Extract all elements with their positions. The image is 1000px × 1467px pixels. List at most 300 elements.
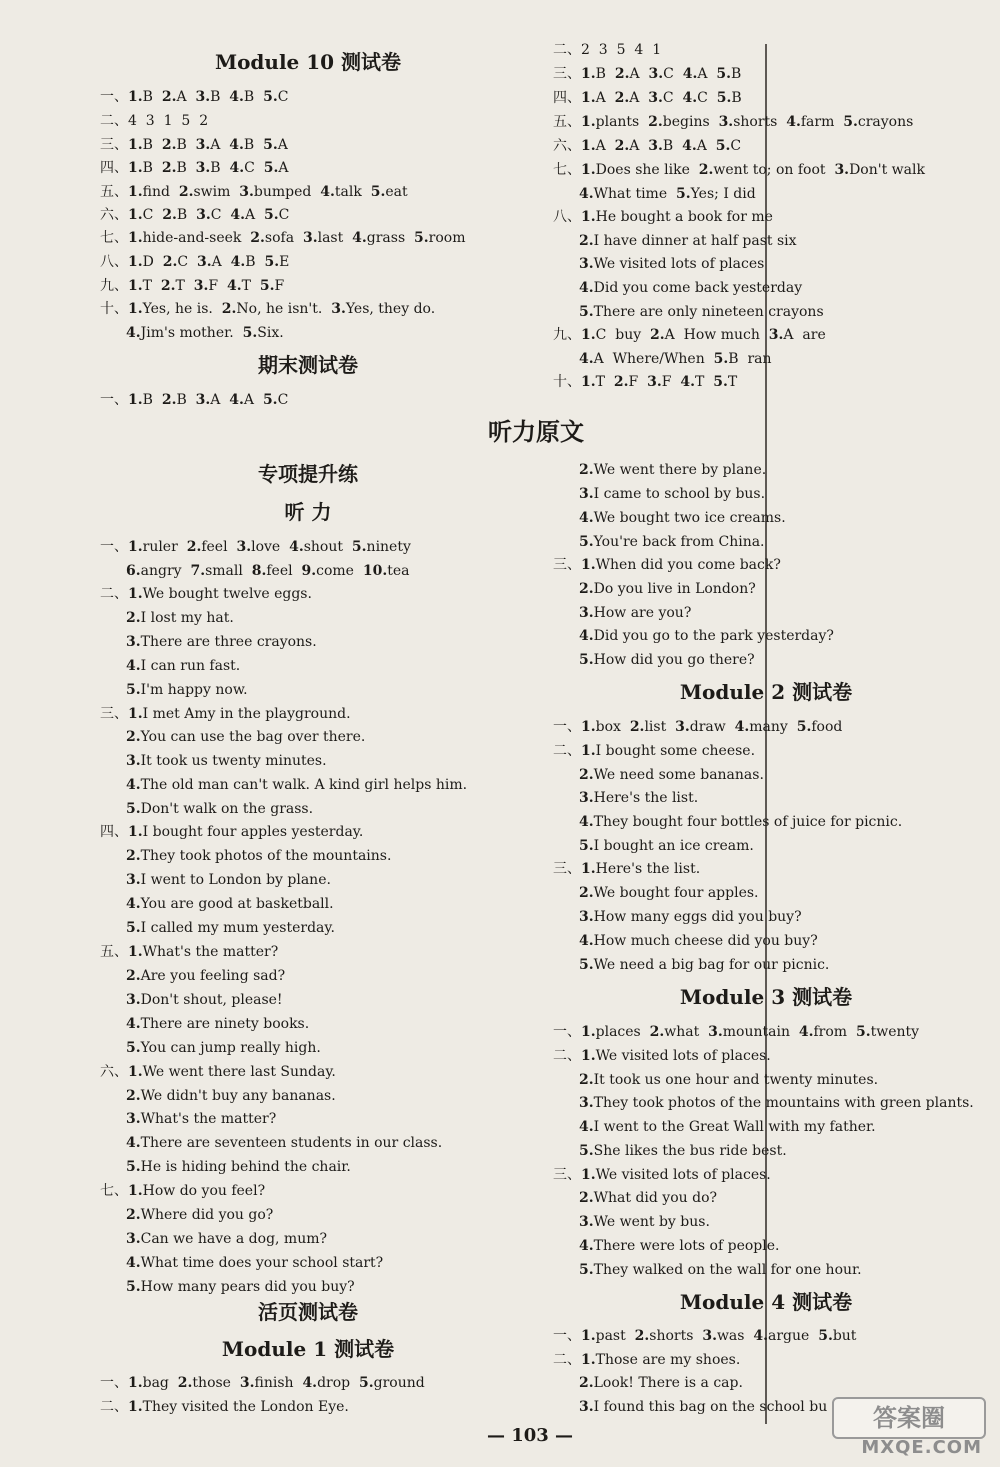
answer-line bbox=[126, 728, 365, 746]
item-number: 3. bbox=[126, 1111, 141, 1127]
answer-line bbox=[126, 895, 334, 913]
item-number: 1. bbox=[128, 278, 143, 294]
answer-line bbox=[553, 1351, 740, 1369]
answer-line bbox=[579, 303, 824, 321]
answer-text: How are you? bbox=[593, 605, 692, 621]
answer-line bbox=[100, 112, 208, 130]
answer-text: A How much bbox=[664, 327, 769, 343]
answer-line bbox=[126, 847, 391, 865]
answer-text: I bought an ice cream. bbox=[593, 838, 754, 854]
item-number: 2. bbox=[126, 848, 141, 864]
item-number: 3. bbox=[702, 1328, 717, 1344]
answer-text: What's the matter? bbox=[140, 1111, 277, 1127]
answer-text: E bbox=[279, 254, 290, 270]
answer-text: 六、 bbox=[553, 138, 581, 154]
item-number: 4. bbox=[126, 1255, 141, 1271]
item-number: 3. bbox=[768, 327, 784, 343]
item-number: 1. bbox=[581, 138, 596, 154]
answer-line bbox=[126, 967, 285, 985]
answer-line bbox=[126, 1110, 276, 1128]
item-number: 2. bbox=[178, 184, 194, 200]
item-number: 2. bbox=[126, 1207, 141, 1223]
answer-text: Are you feeling sad? bbox=[140, 968, 286, 984]
answer-text: 八、 bbox=[100, 254, 128, 270]
answer-line bbox=[100, 88, 288, 106]
item-number: 2. bbox=[634, 1328, 650, 1344]
item-number: 2. bbox=[186, 539, 202, 555]
answer-text: shorts bbox=[649, 1328, 703, 1344]
answer-text: B bbox=[176, 392, 196, 408]
answer-line bbox=[100, 1398, 349, 1416]
item-number: 2. bbox=[614, 90, 630, 106]
answer-line bbox=[579, 837, 754, 855]
answer-line bbox=[579, 350, 772, 368]
answer-text: 四、 bbox=[100, 160, 128, 176]
section-heading: 活页测试卷 bbox=[258, 1300, 358, 1324]
answer-line bbox=[126, 776, 467, 794]
answer-text: 四、 bbox=[553, 90, 581, 106]
answer-text: I found this bag on the school bu bbox=[593, 1399, 828, 1415]
answer-text: How many pears did you buy? bbox=[140, 1279, 355, 1295]
item-number: 5. bbox=[713, 374, 728, 390]
item-number: 4. bbox=[320, 184, 335, 200]
item-number: 1. bbox=[581, 327, 596, 343]
answer-line bbox=[579, 627, 834, 645]
answer-text: B bbox=[210, 89, 230, 105]
answer-text: The old man can't walk. A kind girl helps him. bbox=[140, 777, 468, 793]
answer-text: past bbox=[595, 1328, 635, 1344]
answer-line bbox=[553, 89, 742, 107]
answer-text: How did you go there? bbox=[593, 652, 755, 668]
item-number: 5. bbox=[126, 1159, 141, 1175]
answer-line bbox=[126, 1087, 336, 1105]
item-number: 1. bbox=[581, 374, 596, 390]
answer-text: I went to the Great Wall with my father. bbox=[593, 1119, 876, 1135]
item-number: 5. bbox=[716, 90, 732, 106]
section-heading: 听 力 bbox=[284, 500, 332, 524]
answer-text: grass bbox=[366, 230, 415, 246]
answer-text: B bbox=[142, 160, 162, 176]
item-number: 3. bbox=[647, 374, 662, 390]
answer-text: C bbox=[662, 90, 683, 106]
answer-text: 一、 bbox=[100, 1375, 128, 1391]
answer-line bbox=[100, 1063, 336, 1081]
item-number: 3. bbox=[579, 790, 594, 806]
answer-line bbox=[553, 718, 842, 736]
answer-text: We didn't buy any bananas. bbox=[140, 1088, 336, 1104]
answer-line bbox=[579, 932, 818, 950]
answer-text: T bbox=[175, 278, 194, 294]
answer-text: A bbox=[243, 392, 263, 408]
answer-text: B bbox=[176, 160, 196, 176]
item-number: 1. bbox=[128, 1064, 143, 1080]
answer-text: I met Amy in the playground. bbox=[142, 706, 351, 722]
answer-text: Don't walk bbox=[849, 162, 925, 178]
answer-text: 七、 bbox=[553, 162, 581, 178]
item-number: 3. bbox=[834, 162, 850, 178]
item-number: 3. bbox=[579, 1095, 594, 1111]
answer-text: B bbox=[210, 160, 230, 176]
item-number: 3. bbox=[579, 486, 594, 502]
answer-line bbox=[126, 1015, 309, 1033]
item-number: 7. bbox=[190, 563, 206, 579]
answer-text: A bbox=[595, 138, 615, 154]
answer-line bbox=[579, 1189, 717, 1207]
answer-text: 十、 bbox=[100, 301, 128, 317]
item-number: 3. bbox=[126, 634, 141, 650]
item-number: 5. bbox=[579, 304, 594, 320]
answer-text: T bbox=[727, 374, 738, 390]
answer-text: B bbox=[243, 137, 264, 153]
item-number: 3. bbox=[126, 872, 141, 888]
item-number: 3. bbox=[302, 230, 318, 246]
item-number: 3. bbox=[579, 1399, 594, 1415]
answer-text: What's the matter? bbox=[142, 944, 279, 960]
answer-text: There are only nineteen crayons bbox=[593, 304, 824, 320]
answer-text: We visited lots of places bbox=[593, 256, 765, 272]
answer-text: B bbox=[243, 89, 264, 105]
item-number: 2. bbox=[579, 233, 594, 249]
answer-line bbox=[126, 609, 234, 627]
item-number: 4. bbox=[579, 628, 594, 644]
answer-text: Here's the list. bbox=[595, 861, 701, 877]
answer-text: 二、2 3 5 4 1 bbox=[553, 42, 662, 58]
item-number: 4. bbox=[579, 280, 594, 296]
item-number: 3. bbox=[195, 137, 211, 153]
item-number: 5. bbox=[715, 138, 731, 154]
item-number: 2. bbox=[161, 89, 177, 105]
answer-text: D bbox=[142, 254, 163, 270]
answer-text: Can we have a dog, mum? bbox=[140, 1231, 327, 1247]
answer-line bbox=[579, 789, 698, 807]
answer-text: You're back from China. bbox=[593, 534, 765, 550]
item-number: 3. bbox=[648, 90, 663, 106]
answer-text: We visited lots of places. bbox=[595, 1167, 771, 1183]
answer-text: B bbox=[142, 89, 162, 105]
answer-text: crayons bbox=[857, 114, 914, 130]
answer-text: ruler bbox=[142, 539, 187, 555]
item-number: 4. bbox=[682, 66, 698, 82]
answer-text: food bbox=[811, 719, 843, 735]
item-number: 5. bbox=[126, 1279, 141, 1295]
item-number: 5. bbox=[126, 682, 141, 698]
answer-line bbox=[100, 229, 466, 247]
item-number: 2. bbox=[579, 462, 594, 478]
answer-text: They took photos of the mountains with green plants. bbox=[593, 1095, 974, 1111]
item-number: 3. bbox=[236, 539, 252, 555]
answer-line bbox=[100, 705, 351, 723]
item-number: 4. bbox=[126, 777, 141, 793]
item-number: 1. bbox=[128, 301, 143, 317]
item-number: 1. bbox=[581, 90, 596, 106]
item-number: 1. bbox=[128, 89, 143, 105]
item-number: 6. bbox=[126, 563, 141, 579]
answer-text: 一、 bbox=[553, 1024, 581, 1040]
item-number: 1. bbox=[128, 137, 143, 153]
item-number: 1. bbox=[581, 1048, 596, 1064]
item-number: 1. bbox=[128, 230, 143, 246]
answer-line bbox=[579, 185, 756, 203]
answer-line bbox=[126, 633, 317, 651]
answer-line bbox=[579, 1237, 779, 1255]
answer-text: B bbox=[731, 90, 742, 106]
answer-text: 一、 bbox=[100, 392, 128, 408]
item-number: 2. bbox=[250, 230, 265, 246]
answer-line bbox=[553, 326, 826, 344]
answer-text: was bbox=[716, 1328, 754, 1344]
item-number: 2. bbox=[613, 374, 629, 390]
answer-text: A bbox=[629, 90, 649, 106]
item-number: 1. bbox=[581, 557, 596, 573]
answer-line bbox=[100, 159, 288, 177]
answer-text: Six. bbox=[257, 325, 284, 341]
answer-text: B bbox=[730, 66, 742, 82]
answer-text: C bbox=[277, 392, 289, 408]
item-number: 3. bbox=[239, 184, 254, 200]
item-number: 2. bbox=[126, 729, 141, 745]
answer-text: 二、4 3 1 5 2 bbox=[100, 113, 209, 129]
answer-text: T bbox=[241, 278, 260, 294]
item-number: 2. bbox=[579, 1375, 594, 1391]
answer-text: We bought four apples. bbox=[593, 885, 759, 901]
item-number: 5. bbox=[579, 1262, 594, 1278]
item-number: 4. bbox=[126, 1016, 141, 1032]
answer-text: shorts bbox=[733, 114, 787, 130]
answer-line bbox=[553, 41, 661, 59]
answer-text: A bbox=[595, 90, 615, 106]
answer-text: Yes, he is. bbox=[142, 301, 222, 317]
item-number: 4. bbox=[126, 896, 141, 912]
answer-line bbox=[553, 860, 700, 878]
item-number: 2. bbox=[649, 1024, 665, 1040]
answer-line bbox=[126, 871, 331, 889]
item-number: 3. bbox=[239, 1375, 255, 1391]
answer-text: A bbox=[278, 160, 289, 176]
answer-line bbox=[100, 1182, 265, 1200]
answer-line bbox=[579, 908, 802, 926]
answer-line bbox=[579, 1398, 827, 1416]
answer-text: went to; on foot bbox=[713, 162, 835, 178]
answer-text: We went there by plane. bbox=[593, 462, 767, 478]
answer-text: 三、 bbox=[553, 66, 581, 82]
answer-text: what bbox=[664, 1024, 709, 1040]
answer-text: T bbox=[595, 374, 614, 390]
answer-line bbox=[553, 113, 913, 131]
answer-text: ground bbox=[373, 1375, 425, 1391]
item-number: 1. bbox=[128, 160, 143, 176]
section-heading: Module 2 测试卷 bbox=[679, 680, 853, 704]
answer-text: B bbox=[595, 66, 615, 82]
answer-line bbox=[126, 919, 335, 937]
answer-text: F bbox=[274, 278, 285, 294]
answer-line bbox=[579, 1374, 743, 1392]
answer-line bbox=[100, 253, 289, 271]
answer-line bbox=[126, 1039, 321, 1057]
answer-line bbox=[100, 1374, 425, 1392]
answer-text: 七、 bbox=[100, 1183, 128, 1199]
answer-text: 二、 bbox=[553, 1048, 581, 1064]
answer-text: C bbox=[177, 254, 197, 270]
answer-line bbox=[126, 1158, 351, 1176]
answer-line bbox=[126, 681, 248, 699]
answer-line bbox=[126, 1230, 327, 1248]
answer-line bbox=[553, 556, 781, 574]
item-number: 4. bbox=[229, 137, 244, 153]
item-number: 3. bbox=[331, 301, 346, 317]
watermark-logo: 答案圈 bbox=[832, 1397, 986, 1439]
answer-text: 三、 bbox=[100, 137, 128, 153]
answer-text: A bbox=[176, 89, 196, 105]
answer-text: C bbox=[697, 90, 717, 106]
item-number: 4. bbox=[230, 254, 246, 270]
item-number: 5. bbox=[579, 838, 594, 854]
item-number: 4. bbox=[579, 351, 594, 367]
item-number: 1. bbox=[581, 114, 596, 130]
answer-text: He is hiding behind the chair. bbox=[140, 1159, 351, 1175]
answer-line bbox=[579, 956, 829, 974]
answer-line bbox=[579, 509, 786, 527]
answer-line bbox=[579, 766, 764, 784]
answer-text: last bbox=[317, 230, 353, 246]
answer-text: I have dinner at half past six bbox=[593, 233, 797, 249]
item-number: 2. bbox=[579, 885, 594, 901]
section-heading: 听力原文 bbox=[488, 417, 584, 446]
item-number: 5. bbox=[716, 66, 731, 82]
answer-text: shout bbox=[303, 539, 352, 555]
item-number: 5. bbox=[579, 652, 594, 668]
answer-text: argue bbox=[768, 1328, 819, 1344]
answer-line bbox=[100, 823, 363, 841]
answer-text: tea bbox=[387, 563, 410, 579]
item-number: 5. bbox=[263, 207, 279, 223]
answer-text: 四、 bbox=[100, 824, 128, 840]
answer-text: plants bbox=[595, 114, 649, 130]
item-number: 5. bbox=[796, 719, 812, 735]
item-number: 4. bbox=[682, 90, 698, 106]
answer-text: When did you come back? bbox=[595, 557, 781, 573]
answer-line bbox=[100, 585, 312, 603]
answer-text: They took photos of the mountains. bbox=[140, 848, 392, 864]
item-number: 4. bbox=[352, 230, 367, 246]
answer-text: Here's the list. bbox=[593, 790, 699, 806]
answer-text: F bbox=[628, 374, 648, 390]
item-number: 9. bbox=[301, 563, 317, 579]
item-number: 3. bbox=[126, 992, 141, 1008]
item-number: 4. bbox=[229, 89, 244, 105]
item-number: 1. bbox=[128, 824, 143, 840]
answer-text: B bbox=[662, 138, 683, 154]
answer-text: There were lots of people. bbox=[593, 1238, 780, 1254]
item-number: 5. bbox=[126, 920, 141, 936]
answer-text: B ran bbox=[728, 351, 772, 367]
item-number: 2. bbox=[160, 278, 176, 294]
answer-text: 九、 bbox=[553, 327, 581, 343]
item-number: 3. bbox=[197, 254, 212, 270]
item-number: 4. bbox=[229, 160, 245, 176]
answer-text: but bbox=[832, 1328, 857, 1344]
answer-text: from bbox=[813, 1024, 856, 1040]
answer-text: She likes the bus ride best. bbox=[593, 1143, 787, 1159]
item-number: 4. bbox=[753, 1328, 768, 1344]
section-heading: Module 3 测试卷 bbox=[679, 985, 853, 1009]
item-number: 3. bbox=[193, 278, 209, 294]
answer-text: Did you go to the park yesterday? bbox=[593, 628, 834, 644]
answer-line bbox=[126, 752, 327, 770]
answer-text: 三、 bbox=[553, 1167, 581, 1183]
answer-line bbox=[579, 1261, 862, 1279]
answer-text: How do you feel? bbox=[142, 1183, 266, 1199]
item-number: 1. bbox=[581, 209, 596, 225]
answer-text: B bbox=[142, 137, 162, 153]
answer-text: A Where/When bbox=[593, 351, 714, 367]
answer-text: Yes, they do. bbox=[345, 301, 436, 317]
answer-text: Where did you go? bbox=[140, 1207, 274, 1223]
item-number: 3. bbox=[708, 1024, 723, 1040]
item-number: 4. bbox=[579, 510, 594, 526]
watermark bbox=[826, 1397, 986, 1457]
answer-line bbox=[126, 1206, 273, 1224]
item-number: 1. bbox=[128, 1375, 143, 1391]
answer-text: A bbox=[697, 66, 717, 82]
answer-text: 一、 bbox=[100, 539, 128, 555]
answer-text: They walked on the wall for one hour. bbox=[593, 1262, 862, 1278]
answer-line bbox=[126, 991, 283, 1009]
answer-text: There are ninety books. bbox=[140, 1016, 310, 1032]
answer-text: box bbox=[595, 719, 630, 735]
answer-text: Did you come back yesterday bbox=[593, 280, 803, 296]
answer-line bbox=[579, 580, 756, 598]
answer-text: It took us twenty minutes. bbox=[140, 753, 327, 769]
answer-text: I came to school by bus. bbox=[593, 486, 766, 502]
answer-text: 一、 bbox=[100, 89, 128, 105]
answer-line bbox=[579, 1094, 974, 1112]
item-number: 2. bbox=[648, 114, 663, 130]
item-number: 2. bbox=[161, 160, 177, 176]
item-number: 2. bbox=[579, 581, 594, 597]
item-number: 1. bbox=[581, 66, 596, 82]
answer-line bbox=[579, 813, 902, 831]
item-number: 2. bbox=[579, 1072, 594, 1088]
answer-text: C bbox=[278, 207, 290, 223]
answer-text: How many eggs did you buy? bbox=[593, 909, 802, 925]
watermark-url: MXQE.COM bbox=[861, 1437, 982, 1458]
answer-text: C bbox=[277, 89, 289, 105]
answer-text: What time bbox=[593, 186, 677, 202]
answer-text: He bought a book for me bbox=[595, 209, 773, 225]
answer-text: You can jump really high. bbox=[140, 1040, 321, 1056]
item-number: 4. bbox=[579, 1119, 594, 1135]
answer-text: I can run fast. bbox=[140, 658, 241, 674]
answer-text: places bbox=[595, 1024, 650, 1040]
item-number: 5. bbox=[262, 392, 278, 408]
answer-line bbox=[553, 1327, 856, 1345]
answer-text: A are bbox=[783, 327, 826, 343]
item-number: 4. bbox=[227, 278, 242, 294]
answer-text: swim bbox=[193, 184, 240, 200]
answer-text: I bought some cheese. bbox=[595, 743, 756, 759]
answer-text: No, he isn't. bbox=[236, 301, 332, 317]
answer-text: Don't walk on the grass. bbox=[140, 801, 314, 817]
answer-text: draw bbox=[689, 719, 735, 735]
answer-line bbox=[126, 1134, 442, 1152]
answer-line bbox=[100, 391, 288, 409]
section-heading: 专项提升练 bbox=[258, 462, 358, 486]
item-number: 4. bbox=[126, 658, 141, 674]
answer-text: A bbox=[629, 66, 649, 82]
item-number: 1. bbox=[128, 392, 143, 408]
answer-text: They visited the London Eye. bbox=[142, 1399, 349, 1415]
answer-line bbox=[553, 1023, 919, 1041]
